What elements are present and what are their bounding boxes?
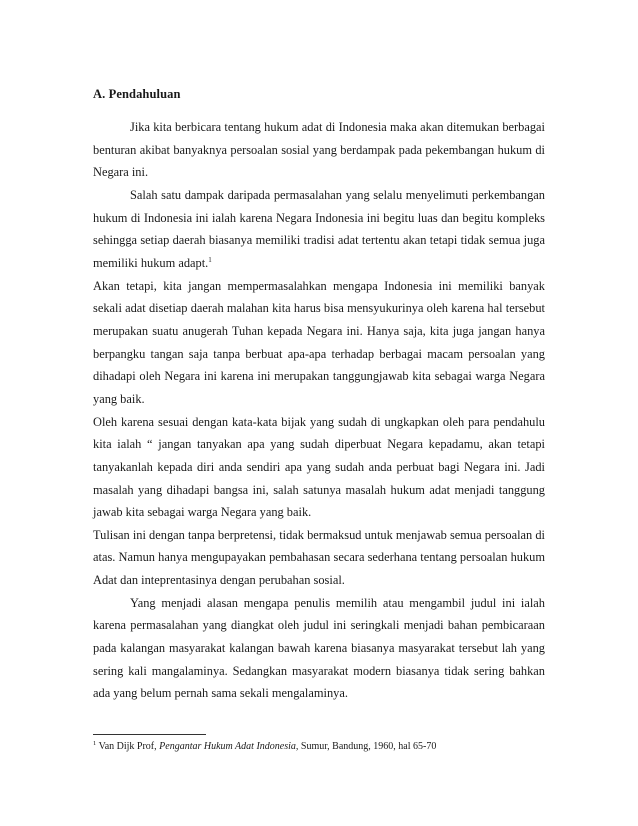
footnote-reference: 1 xyxy=(208,255,212,264)
footnote-title: Pengantar Hukum Adat Indonesia, xyxy=(159,741,299,752)
paragraph-1: Jika kita berbicara tentang hukum adat di Indonesia maka akan ditemukan berbagai benturan akibat banyaknya persoalan sosial yang berdampak pada pekembangan hukum di Negara ini. xyxy=(93,120,545,180)
footnote-publisher: Sumur, Bandung, 1960, hal 65-70 xyxy=(300,741,437,752)
body-text xyxy=(93,116,545,705)
section-heading: A. Pendahuluan xyxy=(93,87,181,101)
paragraph-3: Akan tetapi, kita jangan mempermasalahkan mengapa Indonesia ini memiliki banyak sekali adat disetiap daerah malahan kita harus bisa mensyukurinya oleh karena hal tersebut merupakan suatu anugerah Tuhan kepada Negara ini. Hanya saja, kita juga jangan hanya berpangku tangan saja tanpa berbuat apa-apa terhadap berbagai macam persoalan yang dihadapi oleh Negara ini karena ini merupakan tanggungjawab kita sebagai warga Negara yang baik. xyxy=(93,278,545,406)
paragraph-4: Oleh karena sesuai dengan kata-kata bijak yang sudah di ungkapkan oleh para pendahulu kita ialah “ jangan tanyakan apa yang sudah diperbuat Negara kepadamu, akan tetapi tanyakanlah kepada diri anda sendiri apa yang sudah anda perbuat bagi Negara ini. Jadi masalah yang dihadapi bangsa ini, salah satunya masalah hukum adat menjadi tanggung jawab kita sebagai warga Negara yang baik. xyxy=(93,414,545,520)
paragraph-2-text: Salah satu dampak daripada permasalahan yang selalu menyelimuti perkembangan hukum di Indonesia ini ialah karena Negara Indonesia ini begitu luas dan begitu kompleks sehingga setiap daerah biasanya memiliki tradisi adat tertentu akan tetapi tidak semua juga memiliki hukum adapt. xyxy=(93,187,545,270)
footnote-divider xyxy=(93,734,206,735)
footnote-author: Van Dijk Prof, xyxy=(98,741,157,752)
footnote xyxy=(93,740,545,753)
footnote-number: 1 xyxy=(93,740,97,747)
paragraph-5: Tulisan ini dengan tanpa berpretensi, tidak bermaksud untuk menjawab semua persoalan di atas. Namun hanya mengupayakan pembahasan secara sederhana tentang persoalan hukum Adat dan inteprentasinya dengan perubahan sosial. xyxy=(93,527,545,588)
paragraph-2 xyxy=(93,184,545,275)
paragraph-6: Yang menjadi alasan mengapa penulis memilih atau mengambil judul ini ialah karena permasalahan yang diangkat oleh judul ini seringkali menjadi bahan pembicaraan pada kalangan masyarakat kalangan bawah karena biasanya masyarakat tersebut lah yang sering kali mangalaminya. Sedangkan masyarakat modern biasanya tidak sering bahkan ada yang belum pernah sama sekali mengalaminya. xyxy=(93,595,545,701)
